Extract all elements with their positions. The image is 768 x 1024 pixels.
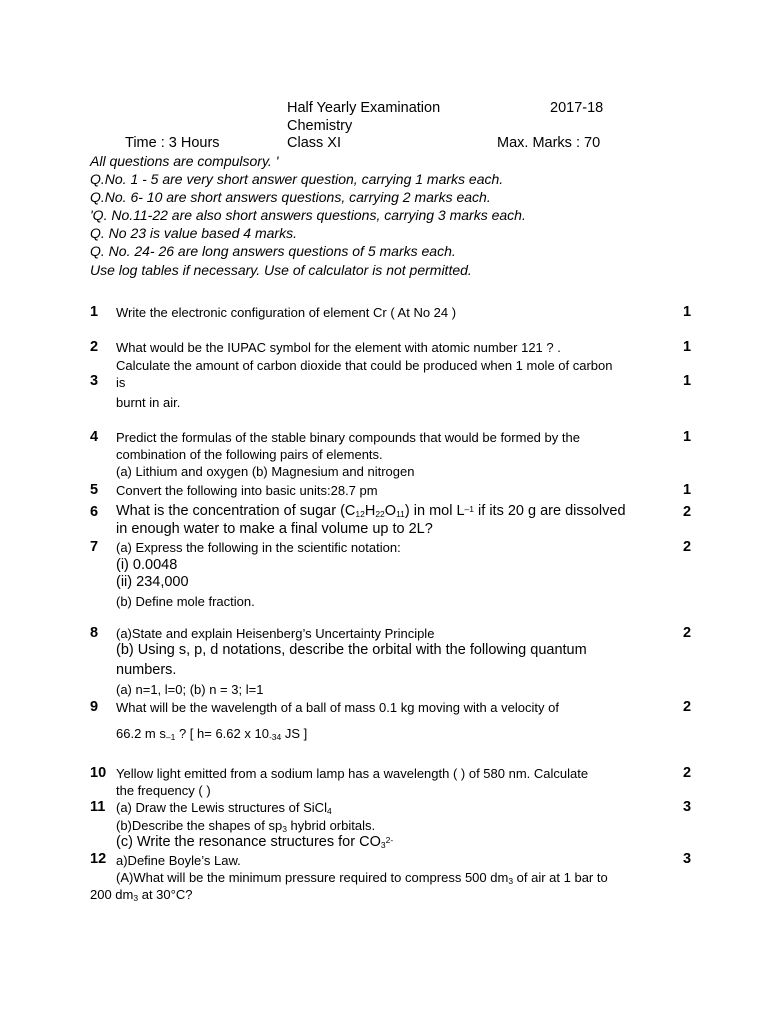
- question-marks: 2: [683, 504, 692, 520]
- question-text: (a)State and explain Heisenberg’s Uncertainty Principle: [116, 626, 435, 641]
- question-marks: 2: [683, 625, 692, 641]
- question-text: is: [116, 375, 126, 390]
- class-name: Class XI: [287, 135, 341, 151]
- question-marks: 2: [683, 539, 692, 555]
- question-text: What would be the IUPAC symbol for the element with atomic number 121 ? .: [116, 340, 561, 355]
- question-text: the frequency ( ): [116, 783, 211, 798]
- question-marks: 1: [683, 339, 692, 355]
- question-text: (A)What will be the minimum pressure required to compress 500 $dm_3$ of air at 1 bar to: [116, 870, 608, 886]
- instruction-line: Q. No. 24- 26 are long answers questions of 5 marks each.: [90, 243, 456, 259]
- question-marks: 2: [683, 765, 692, 781]
- question-marks: 1: [683, 482, 692, 498]
- question-text: (ii) 234,000: [116, 574, 189, 590]
- question-number: 12: [90, 851, 107, 867]
- question-text: (b) Using s, p, d notations, describe the orbital with the following quantum: [116, 642, 587, 658]
- question-text: (a) n=1, l=0; (b) n = 3; l=1: [116, 682, 264, 697]
- subject: Chemistry: [287, 118, 353, 134]
- instruction-line: Use log tables if necessary. Use of calculator is not permitted.: [90, 262, 472, 278]
- question-text: (a) Express the following in the scientific notation:: [116, 540, 401, 555]
- instruction-line: Q.No. 1 - 5 are very short answer question, carrying 1 marks each.: [90, 171, 504, 187]
- question-number: 5: [90, 482, 99, 498]
- question-marks: 1: [683, 304, 692, 320]
- question-number: 2: [90, 339, 99, 355]
- question-text: 66.2 m $s_{-1}$ ? [ h= 6.62 x $10_{-34}$ JS ]: [116, 726, 308, 742]
- question-marks: 2: [683, 699, 692, 715]
- question-text: (b) Define mole fraction.: [116, 594, 255, 609]
- max-marks: Max. Marks : 70: [497, 135, 601, 151]
- question-number: 6: [90, 504, 99, 520]
- question-marks: 3: [683, 799, 692, 815]
- question-marks: 3: [683, 851, 692, 867]
- question-number: 4: [90, 429, 99, 445]
- question-text: numbers.: [116, 662, 177, 678]
- instruction-line: Q.No. 6- 10 are short answers questions, carrying 2 marks each.: [90, 189, 491, 205]
- question-text: Write the electronic configuration of element Cr ( At No 24 ): [116, 305, 457, 320]
- question-text: burnt in air.: [116, 395, 181, 410]
- question-number: 8: [90, 625, 99, 641]
- question-text: (i) 0.0048: [116, 557, 178, 573]
- exam-title: Half Yearly Examination: [287, 100, 441, 116]
- question-text: a)Define Boyle’s Law.: [116, 853, 241, 868]
- instruction-line: 'Q. No.11-22 are also short answers questions, carrying 3 marks each.: [90, 207, 526, 223]
- question-text: (b)Describe the shapes of $sp_3$ hybrid orbitals.: [116, 818, 376, 834]
- question-text: Predict the formulas of the stable binary compounds that would be formed by the: [116, 430, 580, 445]
- question-text: in enough water to make a final volume up to 2L?: [116, 521, 433, 537]
- question-text: 200 $dm_3$ at 30°C?: [90, 887, 193, 903]
- question-number: 1: [90, 304, 99, 320]
- question-text: (c) Write the resonance structures for $CO_3^{2-}$: [116, 834, 394, 850]
- question-number: 7: [90, 539, 99, 555]
- question-number: 11: [90, 799, 106, 815]
- question-text: Calculate the amount of carbon dioxide that could be produced when 1 mole of carbon: [116, 358, 613, 373]
- question-marks: 1: [683, 373, 692, 389]
- time-allowed: Time : 3 Hours: [125, 135, 220, 151]
- question-text: What is the concentration of sugar $(C_{12}H_{22}O_{11})$ in mol $L^{-1}$ if its 20 g are dissolved: [116, 503, 626, 519]
- question-number: 9: [90, 699, 99, 715]
- question-number: 3: [90, 373, 99, 389]
- question-text: What will be the wavelength of a ball of mass 0.1 kg moving with a velocity of: [116, 700, 559, 715]
- question-number: 10: [90, 765, 107, 781]
- instruction-line: All questions are compulsory. ': [90, 153, 279, 169]
- question-text: (a) Draw the Lewis structures of SiCl$_4$: [116, 800, 332, 816]
- question-text: (a) Lithium and oxygen (b) Magnesium and nitrogen: [116, 464, 415, 479]
- question-text: Convert the following into basic units:28.7 pm: [116, 483, 378, 498]
- question-text: combination of the following pairs of elements.: [116, 447, 383, 462]
- exam-year: 2017-18: [550, 100, 604, 116]
- question-text: Yellow light emitted from a sodium lamp has a wavelength ( ) of 580 nm. Calculate: [116, 766, 589, 781]
- question-marks: 1: [683, 429, 692, 445]
- instruction-line: Q. No 23 is value based 4 marks.: [90, 225, 297, 241]
